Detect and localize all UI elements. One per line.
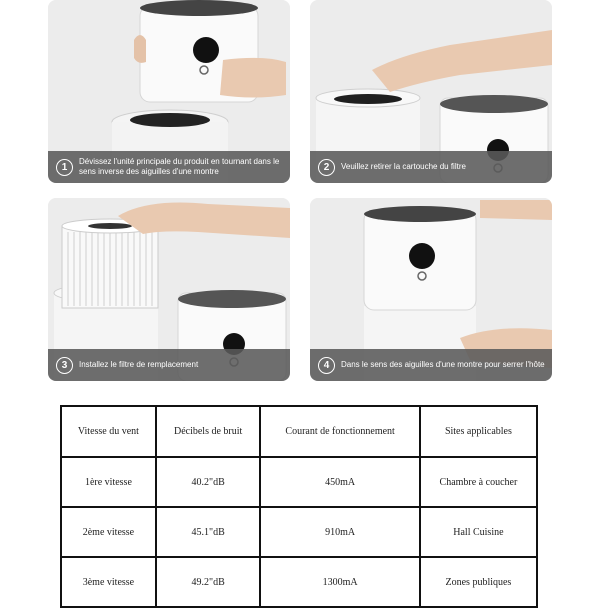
table-header-row bbox=[61, 406, 537, 457]
table-cell: Hall Cuisine bbox=[420, 507, 537, 557]
step-number-badge: 3 bbox=[56, 357, 73, 374]
step-caption: Veuillez retirer la cartouche du filtre bbox=[341, 162, 466, 171]
step-caption: Installez le filtre de remplacement bbox=[79, 360, 199, 369]
step-caption: Dévissez l'unité principale du produit en tournant dans le sens inverse des aiguilles d'une montre bbox=[79, 157, 280, 176]
step-caption: Dans le sens des aiguilles d'une montre pour serrer l'hôte bbox=[341, 360, 545, 369]
step-number-badge: 4 bbox=[318, 357, 335, 374]
step-2-photo bbox=[310, 0, 552, 183]
table-cell: Zones publiques bbox=[420, 557, 537, 607]
table-cell: 450mA bbox=[260, 457, 419, 507]
step-3-caption-bar bbox=[48, 349, 290, 381]
step-number-badge: 1 bbox=[56, 159, 73, 176]
column-header-wind-speed: Vitesse du vent bbox=[61, 406, 156, 457]
table-cell: Chambre à coucher bbox=[420, 457, 537, 507]
table-row bbox=[61, 507, 537, 557]
column-header-noise: Décibels de bruit bbox=[156, 406, 261, 457]
table-cell: 1300mA bbox=[260, 557, 419, 607]
step-2-caption-bar bbox=[310, 151, 552, 183]
step-4-caption-bar bbox=[310, 349, 552, 381]
table-cell: 910mA bbox=[260, 507, 419, 557]
column-header-sites: Sites applicables bbox=[420, 406, 537, 457]
table-cell: 1ère vitesse bbox=[61, 457, 156, 507]
table-cell: 45.1"dB bbox=[156, 507, 261, 557]
specifications-table bbox=[60, 405, 538, 608]
table-cell: 3ème vitesse bbox=[61, 557, 156, 607]
column-header-current: Courant de fonctionnement bbox=[260, 406, 419, 457]
table-cell: 40.2"dB bbox=[156, 457, 261, 507]
table-cell: 2ème vitesse bbox=[61, 507, 156, 557]
step-1-photo bbox=[48, 0, 290, 183]
step-number-badge: 2 bbox=[318, 159, 335, 176]
step-4-photo bbox=[310, 198, 552, 381]
table-cell: 49.2"dB bbox=[156, 557, 261, 607]
step-3-photo bbox=[48, 198, 290, 381]
table-row bbox=[61, 457, 537, 507]
step-1-caption-bar bbox=[48, 151, 290, 183]
